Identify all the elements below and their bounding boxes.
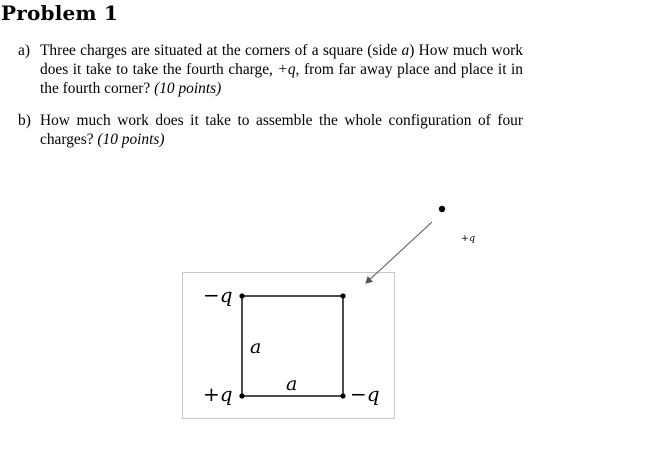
part-b-label: b) xyxy=(18,112,31,129)
problem-title: Problem 1 xyxy=(1,1,119,25)
corner-top-right-dot xyxy=(340,293,345,298)
corner-bottom-left-dot xyxy=(239,393,244,398)
part-a-points: (10 points) xyxy=(154,80,222,97)
corner-top-left-label: −q xyxy=(203,283,233,307)
corner-bottom-right-dot xyxy=(340,393,345,398)
part-b-text-body: How much work does it take to assemble the whole configuration of four charges? xyxy=(40,112,523,148)
incoming-charge-label: +q xyxy=(461,233,476,244)
side-label-horizontal: a xyxy=(286,373,298,395)
part-a-text-2: ) How much work does it take to take the fourth charge, xyxy=(40,42,523,78)
part-a-text-1: Three charges are situated at the corners of a square (side xyxy=(40,42,402,59)
part-a-label: a) xyxy=(18,42,30,59)
part-b-points: (10 points) xyxy=(97,131,165,148)
corner-top-left-dot xyxy=(239,293,244,298)
side-label-vertical: a xyxy=(250,336,262,358)
corner-bottom-right-label: −q xyxy=(350,382,380,406)
approach-arrow xyxy=(366,222,432,283)
part-a-text-3: , from far away place and place it in the fourth corner? xyxy=(40,61,523,97)
incoming-charge-dot xyxy=(439,206,445,212)
corner-bottom-left-label: +q xyxy=(203,382,233,406)
part-a-charge-symbol: +q xyxy=(277,61,296,78)
part-a-side-symbol: a xyxy=(401,42,410,59)
